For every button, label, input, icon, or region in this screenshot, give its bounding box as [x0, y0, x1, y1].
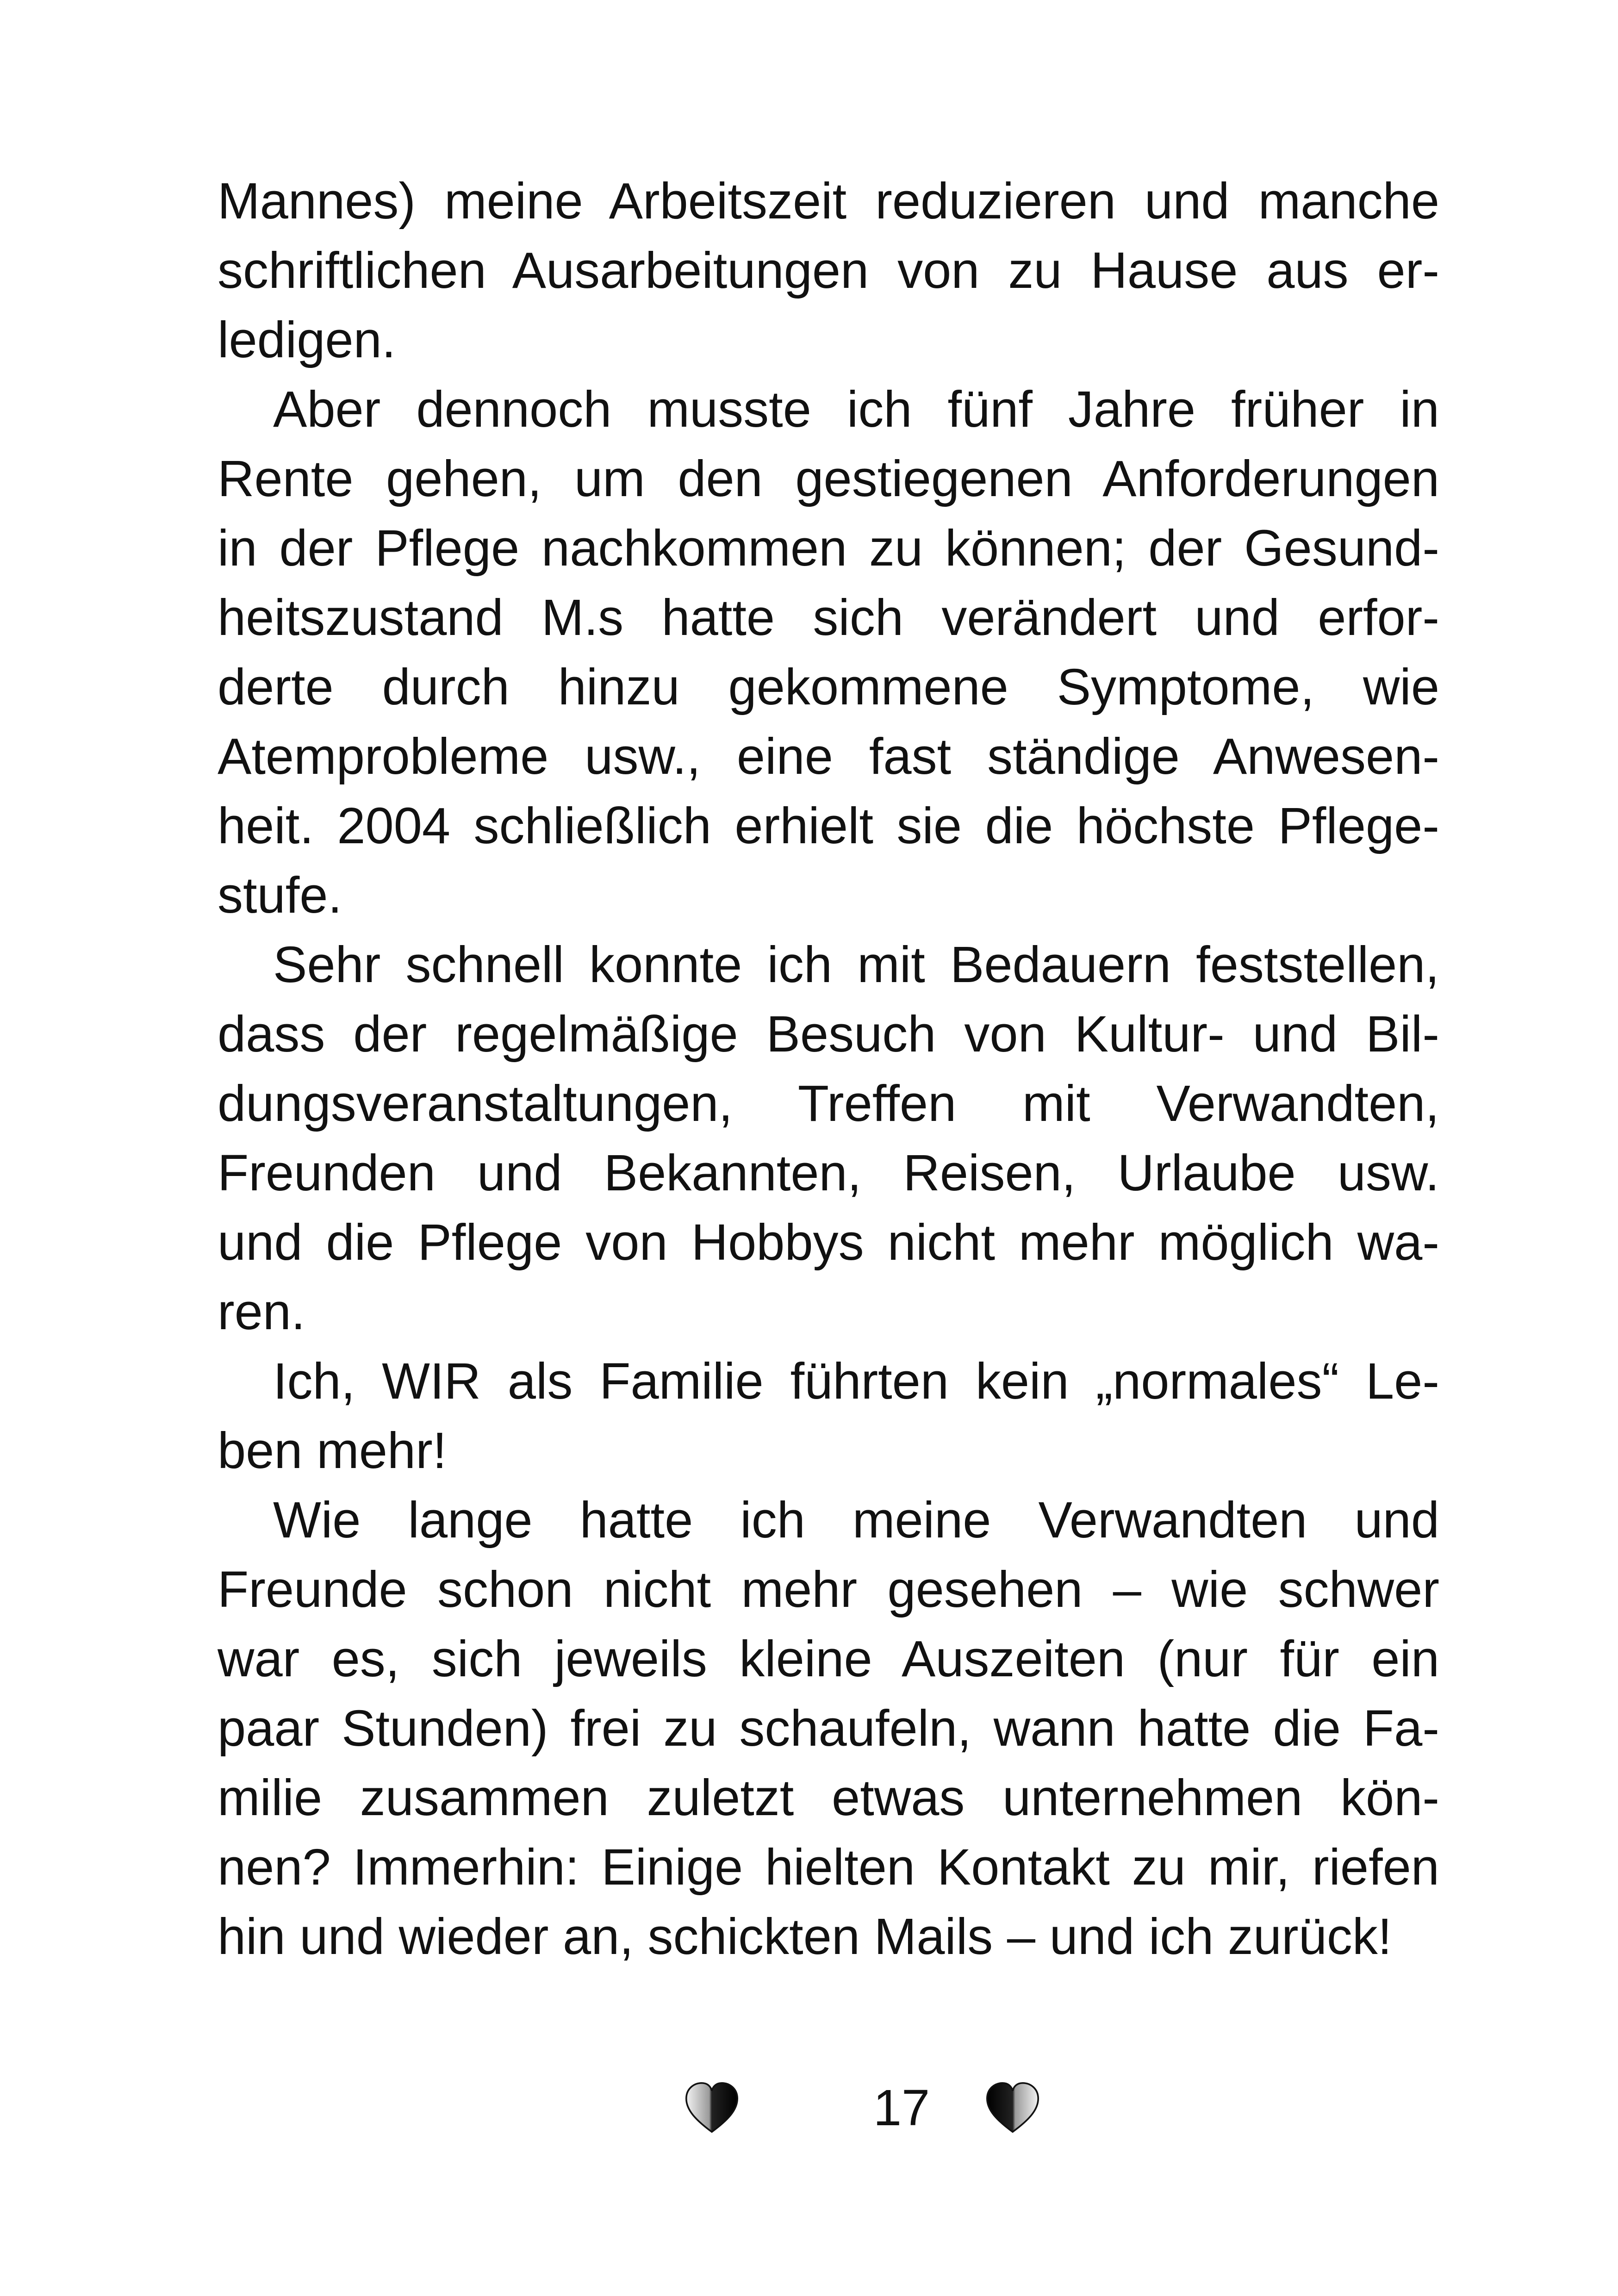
page-number: 17 [873, 2079, 930, 2136]
paragraph-start-line: Sehr schnell konnte ich mit Bedauern feststellen, [273, 936, 1439, 993]
text-line: nen? Immerhin: Einige hielten Kontakt zu mir, riefen [218, 1839, 1439, 1896]
text-line: ben mehr! [218, 1422, 447, 1479]
text-line: derte durch hinzu gekommene Symptome, wie [218, 659, 1439, 716]
half-heart-icon [684, 2081, 740, 2136]
text-line: dungsveranstaltungen, Treffen mit Verwandten, [218, 1075, 1439, 1132]
text-line: hin und wieder an, schickten Mails – und ich zurück! [218, 1908, 1392, 1965]
page-footer [0, 2064, 1618, 2157]
text-line: Atemprobleme usw., eine fast ständige Anwesen- [218, 728, 1439, 785]
text-line: heit. 2004 schließlich erhielt sie die höchste Pflege- [218, 797, 1439, 854]
text-line: schriftlichen Ausarbeitungen von zu Hause aus er- [218, 242, 1439, 299]
text-line: stufe. [218, 867, 342, 924]
paragraph-start-line: Aber dennoch musste ich fünf Jahre früher in [273, 381, 1439, 438]
text-line: ren. [218, 1283, 305, 1340]
text-line: dass der regelmäßige Besuch von Kultur- und Bil- [218, 1006, 1439, 1063]
text-line: milie zusammen zuletzt etwas unternehmen kön- [218, 1769, 1439, 1826]
text-line: Freunden und Bekannten, Reisen, Urlaube usw. [218, 1145, 1439, 1201]
paragraph-start-line: Wie lange hatte ich meine Verwandten und [273, 1492, 1439, 1549]
text-line: und die Pflege von Hobbys nicht mehr möglich wa- [218, 1214, 1439, 1271]
text-line: ledigen. [218, 311, 396, 368]
half-heart-icon [985, 2081, 1040, 2136]
text-line: heitszustand M.s hatte sich verändert und erfor- [218, 589, 1439, 646]
text-line: Rente gehen, um den gestiegenen Anforderungen [218, 450, 1439, 507]
text-line: war es, sich jeweils kleine Auszeiten (nur für ein [218, 1630, 1439, 1687]
text-line: paar Stunden) frei zu schaufeln, wann hatte die Fa- [218, 1700, 1439, 1757]
page-body-text [218, 167, 1439, 1972]
text-line: Freunde schon nicht mehr gesehen – wie schwer [218, 1561, 1439, 1618]
paragraph-start-line: Ich, WIR als Familie führten kein „normales“ Le- [273, 1353, 1439, 1410]
text-line: in der Pflege nachkommen zu können; der Gesund- [218, 520, 1439, 577]
text-line: Mannes) meine Arbeitszeit reduzieren und manche [218, 173, 1439, 230]
